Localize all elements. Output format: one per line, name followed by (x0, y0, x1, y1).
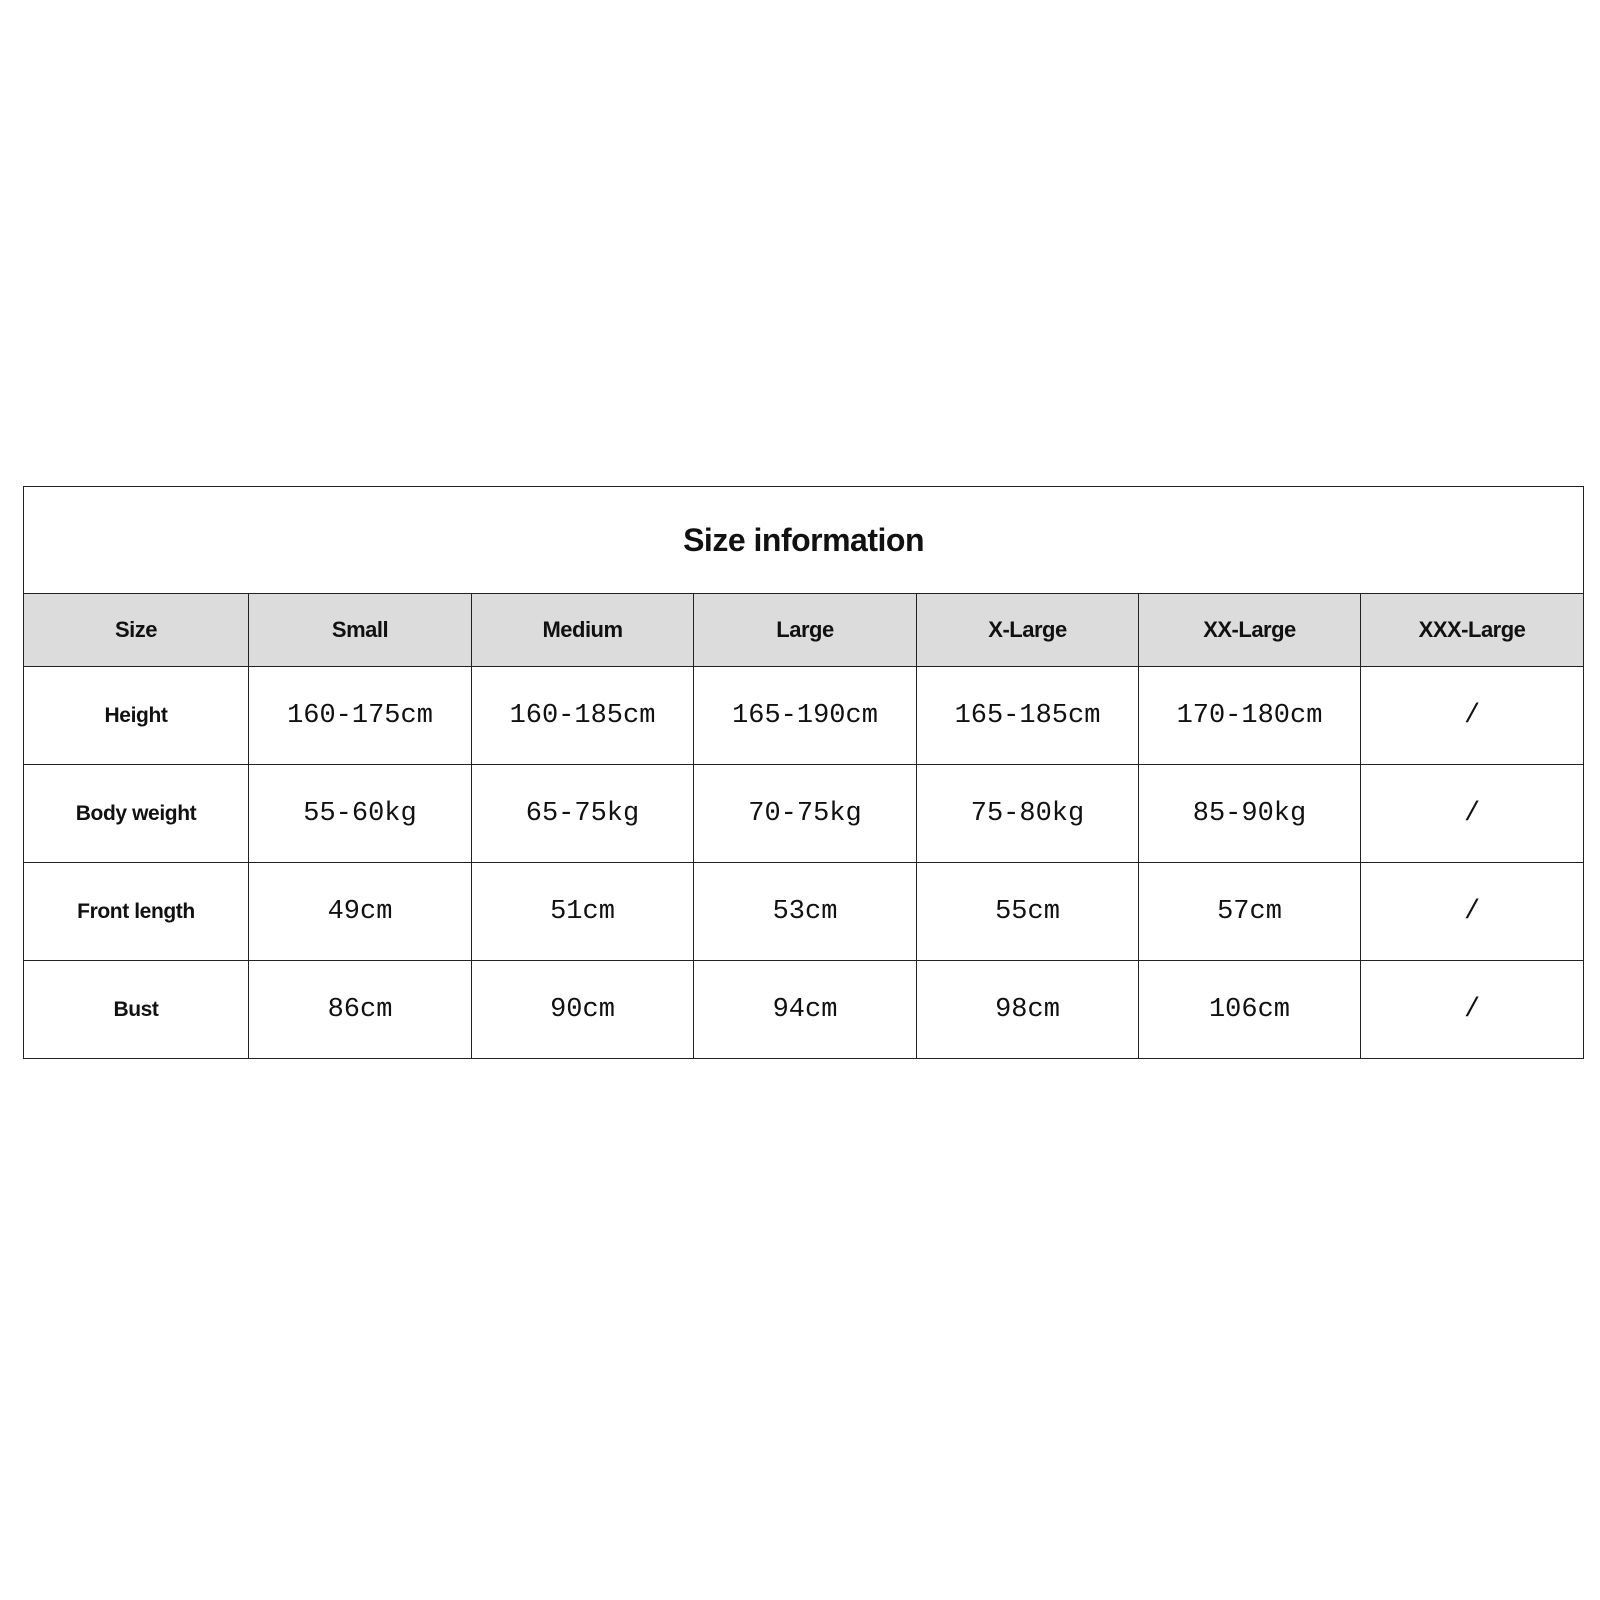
bust-xx-large: 106cm (1139, 961, 1361, 1059)
table-title: Size information (24, 487, 1584, 594)
body-weight-medium: 65-75kg (472, 765, 694, 863)
bust-x-large: 98cm (917, 961, 1139, 1059)
row-label-front-length: Front length (24, 863, 249, 961)
bust-large: 94cm (694, 961, 917, 1059)
size-information-table (23, 486, 1584, 1059)
height-x-large: 165-185cm (917, 667, 1139, 765)
body-weight-small: 55-60kg (249, 765, 472, 863)
bust-xxx-large: / (1361, 961, 1584, 1059)
table-row-front-length (24, 863, 1584, 961)
header-size-xx-large: XX-Large (1139, 594, 1361, 667)
front-length-xx-large: 57cm (1139, 863, 1361, 961)
front-length-x-large: 55cm (917, 863, 1139, 961)
row-label-body-weight: Body weight (24, 765, 249, 863)
height-large: 165-190cm (694, 667, 917, 765)
header-row (24, 594, 1584, 667)
body-weight-xx-large: 85-90kg (1139, 765, 1361, 863)
row-label-bust: Bust (24, 961, 249, 1059)
front-length-xxx-large: / (1361, 863, 1584, 961)
bust-small: 86cm (249, 961, 472, 1059)
body-weight-x-large: 75-80kg (917, 765, 1139, 863)
header-size-label: Size (24, 594, 249, 667)
header-size-large: Large (694, 594, 917, 667)
front-length-medium: 51cm (472, 863, 694, 961)
table-row-body-weight (24, 765, 1584, 863)
height-small: 160-175cm (249, 667, 472, 765)
header-size-medium: Medium (472, 594, 694, 667)
bust-medium: 90cm (472, 961, 694, 1059)
header-size-x-large: X-Large (917, 594, 1139, 667)
height-medium: 160-185cm (472, 667, 694, 765)
row-label-height: Height (24, 667, 249, 765)
header-size-small: Small (249, 594, 472, 667)
body-weight-xxx-large: / (1361, 765, 1584, 863)
height-xx-large: 170-180cm (1139, 667, 1361, 765)
front-length-large: 53cm (694, 863, 917, 961)
title-row (24, 487, 1584, 594)
front-length-small: 49cm (249, 863, 472, 961)
table-row-height (24, 667, 1584, 765)
body-weight-large: 70-75kg (694, 765, 917, 863)
height-xxx-large: / (1361, 667, 1584, 765)
table-row-bust (24, 961, 1584, 1059)
header-size-xxx-large: XXX-Large (1361, 594, 1584, 667)
